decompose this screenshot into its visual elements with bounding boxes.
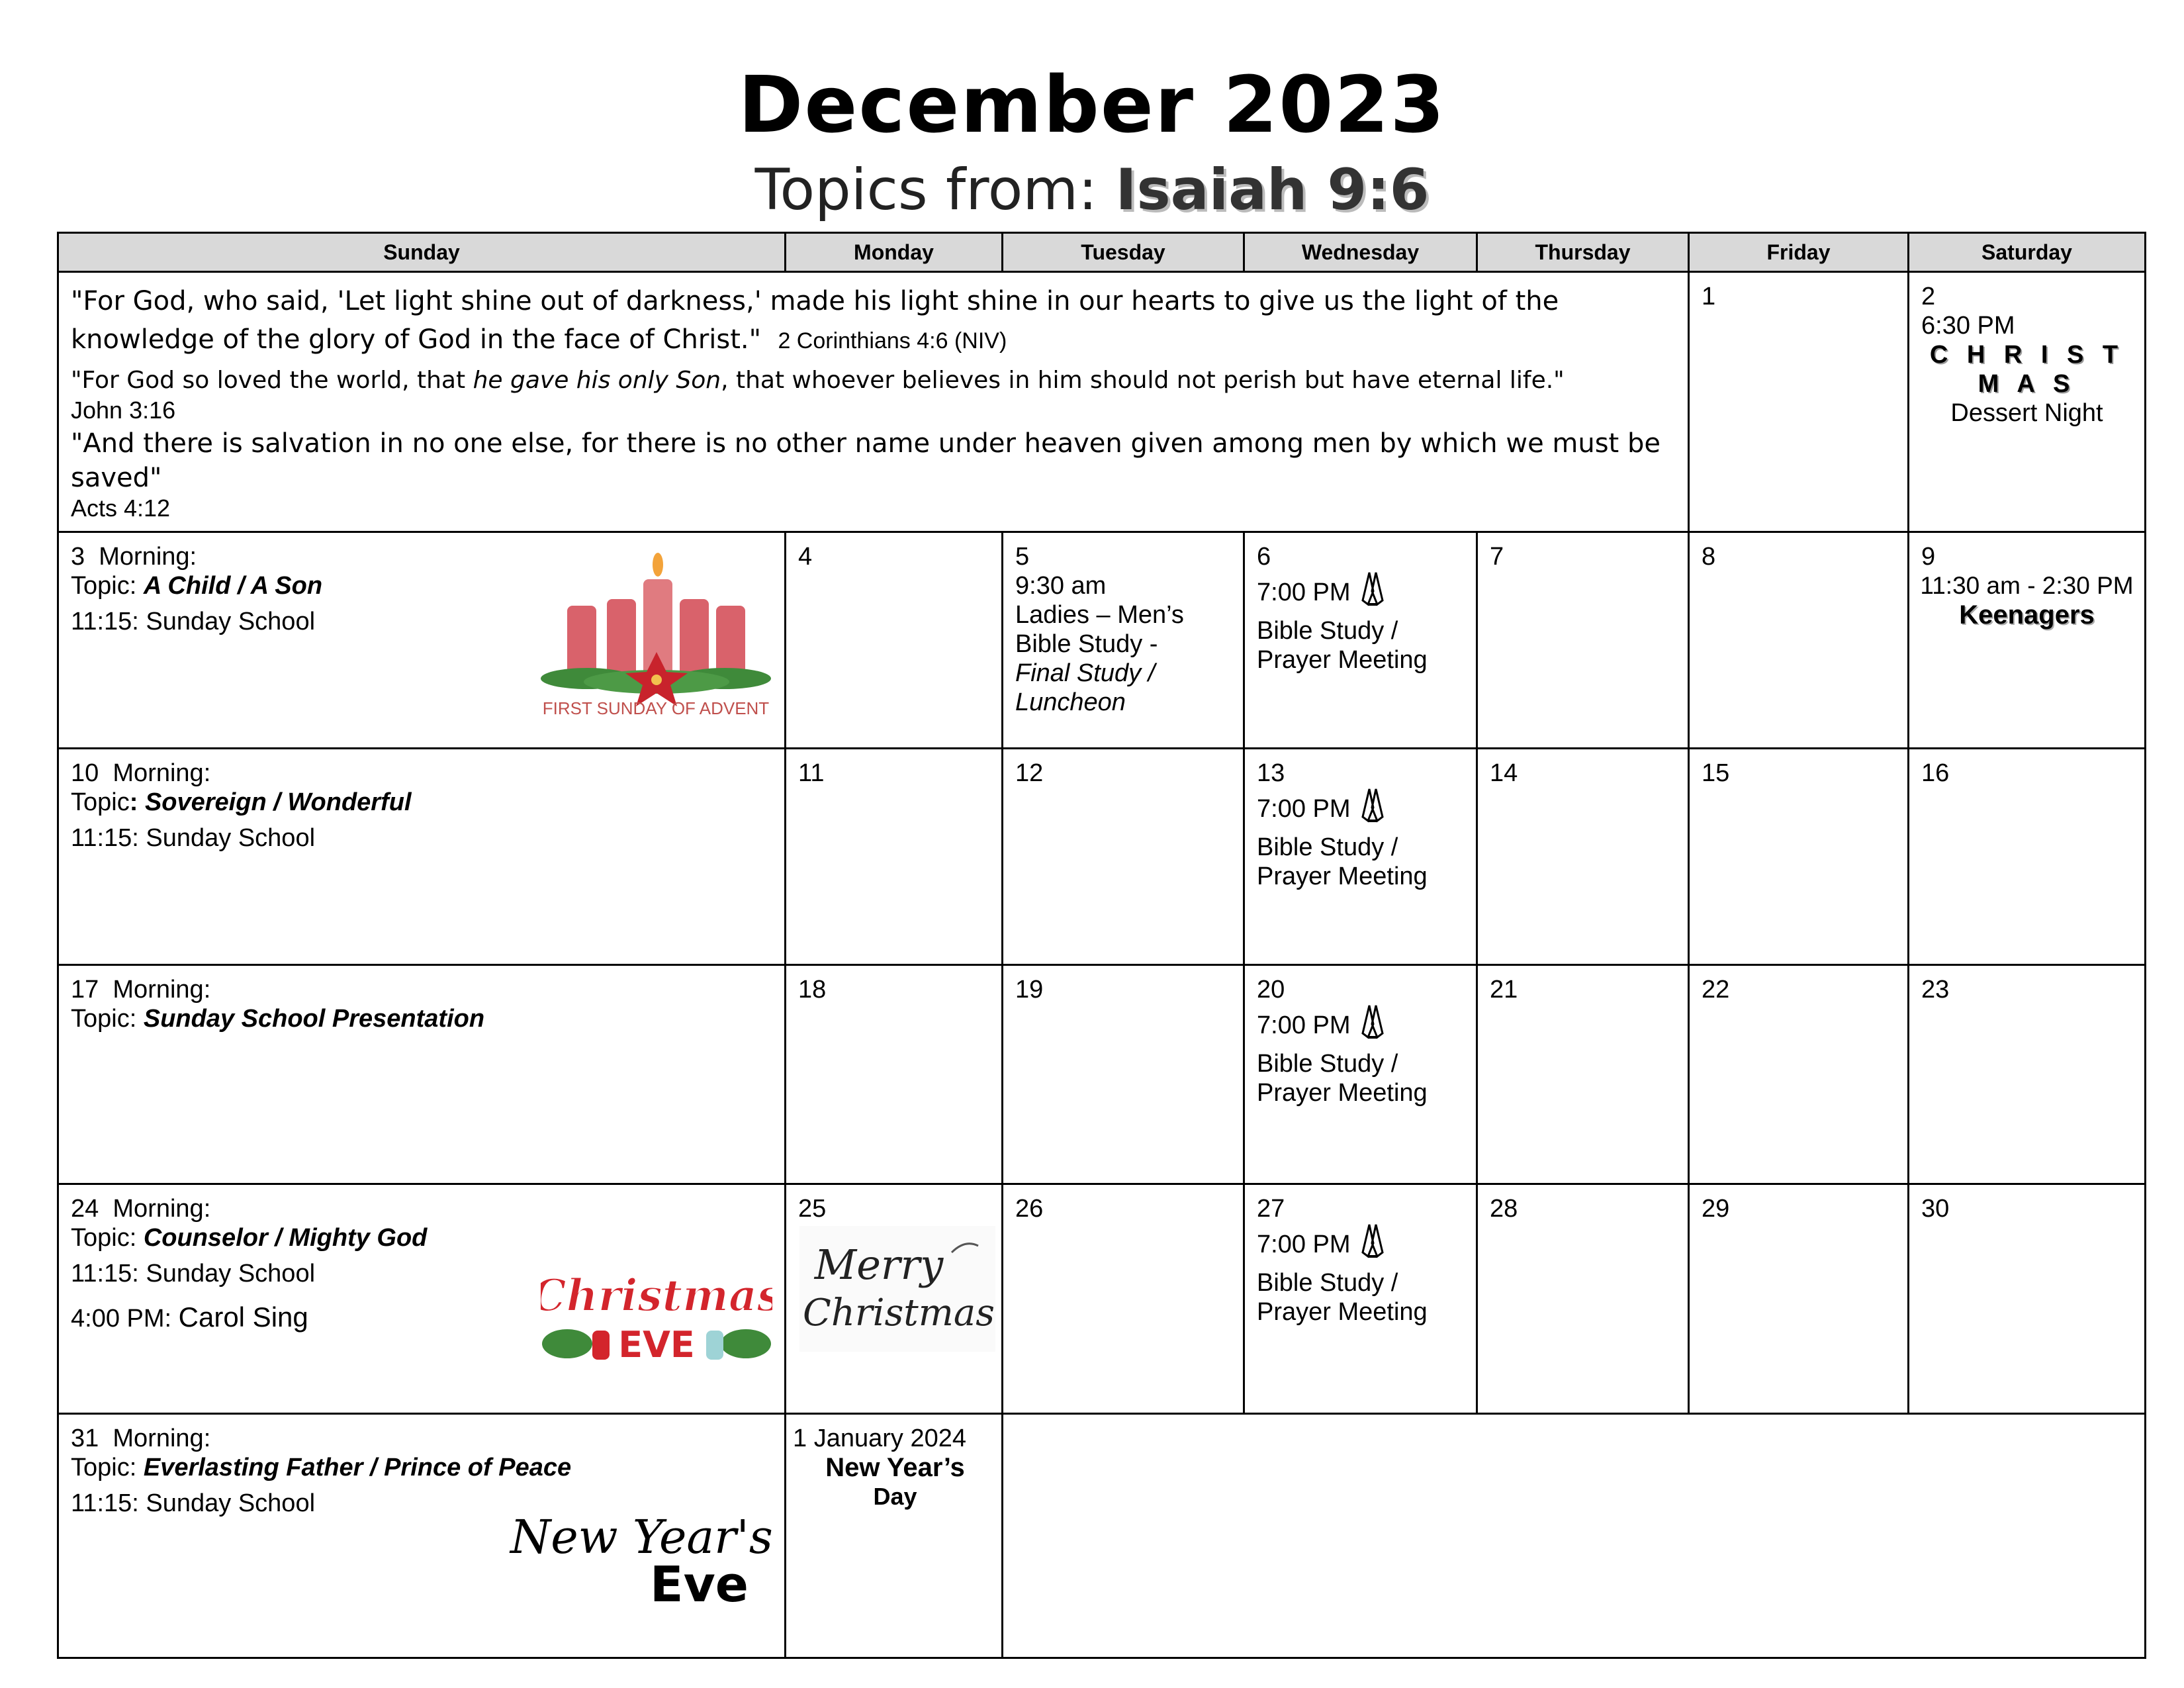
event-carol-sing: Carol Sing (178, 1301, 308, 1333)
day-cell-1 (1689, 272, 1909, 532)
day-number: 30 (1921, 1195, 1950, 1223)
day-number: 5 (1015, 543, 1030, 571)
day-cell-24 (58, 1184, 786, 1414)
topic-text: Everlasting Father / Prince of Peace (143, 1454, 572, 1481)
praying-hands-icon (1361, 571, 1384, 616)
morning-label: Morning: (113, 1425, 211, 1452)
bible-study-label: Bible Study / (1257, 1050, 1398, 1078)
sunday-school: 11:15: Sunday School (71, 824, 316, 852)
event-line: Bible Study - (1015, 630, 1158, 658)
week-row-6 (58, 1414, 2146, 1658)
christmas-eve-line1: Christmas (541, 1270, 772, 1321)
topic-text: Sunday School Presentation (143, 1005, 485, 1033)
week-row-5 (58, 1184, 2146, 1414)
scripture-reference: Isaiah 9:6 (1115, 157, 1430, 223)
day-cell-12 (1003, 749, 1244, 965)
event-keenagers: Keenagers (1959, 600, 2095, 630)
day-number: 18 (798, 976, 827, 1004)
topic-label: Topic (71, 788, 130, 816)
day-number: 3 (71, 543, 85, 571)
event-time: 4:00 PM: (71, 1305, 179, 1333)
day-cell-19 (1003, 965, 1244, 1184)
page-title: December 2023 (738, 59, 1446, 150)
day-number: 31 (71, 1425, 99, 1452)
verse-2-corinthians: "For God, who said, 'Let light shine out of darkness,' made his light shine in our hearts to give us the light of the knowledge of the glory of God in the face of Christ." 2 Corinthians 4:6 (NIV) (71, 286, 1559, 355)
day-cell-25 (786, 1184, 1003, 1414)
day-number: 8 (1702, 543, 1716, 571)
day-number: 13 (1257, 759, 1285, 787)
day-cell-4 (786, 532, 1003, 749)
day-cell-26 (1003, 1184, 1244, 1414)
verses-cell (58, 272, 1689, 532)
day-cell-28 (1477, 1184, 1689, 1414)
day-cell-21 (1477, 965, 1689, 1184)
day-cell-7 (1477, 532, 1689, 749)
day-number: 22 (1702, 976, 1730, 1004)
day-cell-31 (58, 1414, 786, 1658)
weekday-sunday: Sunday (58, 233, 786, 272)
day-cell-14 (1477, 749, 1689, 965)
day-cell-23 (1909, 965, 2146, 1184)
event-time: 9:30 am (1015, 572, 1107, 600)
morning-label: Morning: (113, 759, 211, 787)
verse-john-ref: John 3:16 (71, 397, 176, 424)
day-cell-10: 10 Morning: Topic: Sovereign / Wonderful 11:15: Sunday School (58, 749, 786, 965)
day-cell-20 (1244, 965, 1477, 1184)
prayer-meeting-label: Prayer Meeting (1257, 1079, 1428, 1107)
event-time: 7:00 PM (1257, 795, 1351, 823)
advent-caption: FIRST SUNDAY OF ADVENT (542, 698, 770, 718)
christmas-eve-image (541, 1258, 772, 1383)
day-cell-30 (1909, 1184, 2146, 1414)
event-christmas: C H R I S T M A S (1929, 341, 2124, 398)
day-cell-5 (1003, 532, 1244, 749)
topic-label: Topic: (71, 1005, 137, 1033)
praying-hands-icon (1361, 1223, 1384, 1268)
day-number: 4 (798, 543, 813, 571)
topic-text: Sovereign / Wonderful (144, 788, 412, 816)
day-number: 29 (1702, 1195, 1730, 1223)
day-cell-8 (1689, 532, 1909, 749)
verse-john: "For God so loved the world, that he gave his only Son, that whoever believes in him should not perish but have eternal life." (71, 367, 1565, 394)
bible-study-label: Bible Study / (1257, 1269, 1398, 1297)
day-number: 19 (1015, 976, 1044, 1004)
morning-label: Morning: (99, 543, 197, 571)
event-line: Final Study / (1015, 659, 1156, 687)
topic-label: Topic: (71, 1454, 137, 1481)
new-years-day-line1: New Year’s (825, 1453, 965, 1482)
event-line: Ladies – Men’s (1015, 601, 1184, 629)
day-number: 26 (1015, 1195, 1044, 1223)
topic-text: Counselor / Mighty God (143, 1224, 428, 1252)
merry-christmas-icon (799, 1226, 995, 1352)
praying-hands-icon (1361, 788, 1384, 833)
calendar-grid (57, 232, 2146, 1659)
day-cell-9 (1909, 532, 2146, 749)
next-month-date: 1 January 2024 (793, 1425, 966, 1452)
prayer-meeting-label: Prayer Meeting (1257, 1298, 1428, 1326)
day-number: 14 (1490, 759, 1518, 787)
advent-candles-image (541, 553, 771, 718)
morning-label: Morning: (113, 1195, 211, 1223)
week-row-4 (58, 965, 2146, 1184)
day-number: 24 (71, 1195, 99, 1223)
event-time: 7:00 PM (1257, 579, 1351, 607)
topic-label: Topic: (71, 572, 137, 600)
day-cell-2 (1909, 272, 2146, 532)
day-cell-13 (1244, 749, 1477, 965)
weekday-monday: Monday (786, 233, 1003, 272)
new-years-eve-image (510, 1510, 775, 1613)
new-years-day-line2: Day (873, 1483, 917, 1510)
eve-line: Eve (650, 1556, 749, 1613)
day-number: 27 (1257, 1195, 1285, 1223)
event-time: 11:30 am - 2:30 PM (1920, 572, 2134, 599)
day-number: 16 (1921, 759, 1950, 787)
verse-acts: "And there is salvation in no one else, for there is no other name under heaven given among men by which we must be saved" (71, 428, 1661, 493)
weekday-saturday: Saturday (1909, 233, 2146, 272)
sunday-school: 11:15: Sunday School (71, 608, 316, 635)
christmas-eve-icon (541, 1258, 772, 1383)
day-number: 17 (71, 976, 99, 1004)
empty-cell (1003, 1414, 2146, 1658)
prayer-meeting-label: Prayer Meeting (1257, 646, 1428, 674)
event-time: 6:30 PM (1921, 312, 2015, 340)
day-cell-jan-1 (786, 1414, 1003, 1658)
day-number: 25 (798, 1195, 827, 1223)
day-cell-11 (786, 749, 1003, 965)
merry-christmas-image (799, 1226, 995, 1352)
day-number: 12 (1015, 759, 1044, 787)
day-cell-17 (58, 965, 786, 1184)
advent-candles-icon (541, 553, 771, 718)
event-time: 7:00 PM (1257, 1231, 1351, 1259)
page-subtitle (0, 154, 2184, 226)
christmas-line: Christmas (802, 1291, 995, 1335)
christmas-eve-line2: EVE (618, 1324, 695, 1366)
weekday-tuesday: Tuesday (1003, 233, 1244, 272)
day-number: 7 (1490, 543, 1504, 571)
day-number: 28 (1490, 1195, 1518, 1223)
day-number: 21 (1490, 976, 1518, 1004)
day-cell-16 (1909, 749, 2146, 965)
bible-study-label: Bible Study / (1257, 617, 1398, 645)
weekday-header-row (58, 233, 2146, 272)
bible-study-label: Bible Study / (1257, 833, 1398, 861)
prayer-meeting-label: Prayer Meeting (1257, 863, 1428, 890)
subtitle-prefix: Topics from: (754, 157, 1116, 223)
event-time: 7:00 PM (1257, 1011, 1351, 1040)
sunday-school: 11:15: Sunday School (71, 1260, 316, 1288)
day-number: 23 (1921, 976, 1950, 1004)
day-cell-6 (1244, 532, 1477, 749)
merry-line: Merry (814, 1241, 944, 1289)
verse-acts-ref: Acts 4:12 (71, 494, 171, 522)
topic-text: A Child / A Son (143, 572, 323, 600)
day-number: 15 (1702, 759, 1730, 787)
day-number: 20 (1257, 976, 1285, 1004)
week-row-1 (58, 272, 2146, 532)
weekday-thursday: Thursday (1477, 233, 1689, 272)
event-dessert-night: Dessert Night (1950, 399, 2103, 427)
day-number: 11 (798, 759, 825, 787)
weekday-wednesday: Wednesday (1244, 233, 1477, 272)
sunday-school: 11:15: Sunday School (71, 1489, 316, 1517)
praying-hands-icon (1361, 1004, 1384, 1049)
weekday-friday: Friday (1689, 233, 1909, 272)
week-row-2 (58, 532, 2146, 749)
day-cell-27 (1244, 1184, 1477, 1414)
day-number: 6 (1257, 543, 1271, 571)
day-cell-29 (1689, 1184, 1909, 1414)
new-years-line: New Year's (510, 1510, 773, 1564)
event-line: Luncheon (1015, 688, 1126, 716)
week-row-3 (58, 749, 2146, 965)
day-number: 9 (1921, 543, 1936, 571)
day-number: 2 (1921, 283, 1936, 310)
day-cell-22 (1689, 965, 1909, 1184)
topic-label: Topic: (71, 1224, 137, 1252)
day-cell-18 (786, 965, 1003, 1184)
morning-label: Morning: (113, 976, 211, 1004)
day-cell-3 (58, 532, 786, 749)
day-number: 1 (1702, 283, 1716, 310)
day-number: 10 (71, 759, 99, 787)
day-cell-15 (1689, 749, 1909, 965)
